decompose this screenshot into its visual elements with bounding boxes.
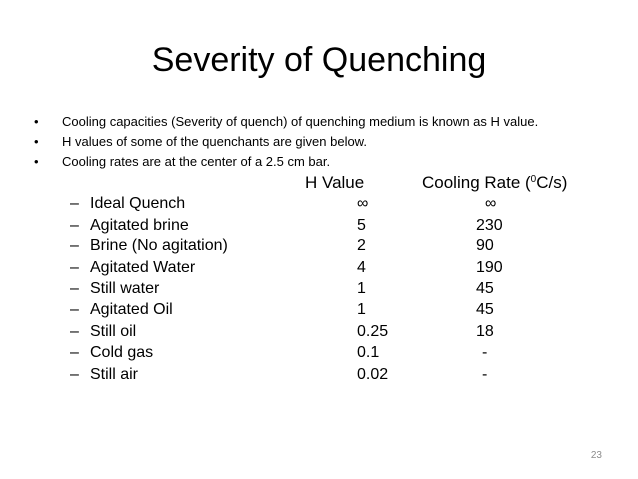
- medium-cell: Cold gas: [90, 344, 154, 361]
- h-value-cell: 2: [357, 237, 366, 254]
- bullet-marker: •: [34, 134, 39, 149]
- row-dash-marker: –: [70, 366, 79, 383]
- bullet-marker: •: [34, 154, 39, 169]
- h-value-cell: 0.25: [357, 323, 389, 340]
- h-value-cell: 4: [357, 259, 366, 276]
- cooling-rate-cell: 230: [476, 217, 503, 234]
- h-value-cell: 1: [357, 280, 366, 297]
- h-value-cell: ∞: [357, 195, 369, 212]
- medium-cell: Brine (No agitation): [90, 237, 228, 254]
- medium-cell: Still oil: [90, 323, 137, 340]
- h-value-cell: 5: [357, 217, 366, 234]
- slide-title: Severity of Quenching: [151, 41, 487, 79]
- bullet-text: H values of some of the quenchants are given below.: [62, 134, 367, 149]
- medium-cell: Still water: [90, 280, 160, 297]
- bullet-marker: •: [34, 114, 39, 129]
- h-value-cell: 1: [357, 301, 366, 318]
- medium-cell: Agitated brine: [90, 217, 189, 234]
- h-value-cell: 0.1: [357, 344, 380, 361]
- h-value-column-header: H Value: [305, 173, 365, 192]
- degree-superscript: 0: [530, 174, 537, 185]
- cooling-rate-cell: 45: [476, 280, 494, 297]
- page-number: 23: [590, 450, 602, 461]
- row-dash-marker: –: [70, 259, 79, 276]
- row-dash-marker: –: [70, 195, 79, 212]
- cooling-rate-cell: -: [482, 344, 488, 361]
- medium-cell: Ideal Quench: [90, 195, 186, 212]
- bullet-text: Cooling rates are at the center of a 2.5 cm bar.: [62, 154, 331, 169]
- row-dash-marker: –: [70, 237, 79, 254]
- medium-cell: Agitated Oil: [90, 301, 173, 318]
- cooling-rate-cell: 190: [476, 259, 503, 276]
- cooling-rate-cell: 18: [476, 323, 494, 340]
- row-dash-marker: –: [70, 217, 79, 234]
- cooling-rate-cell: 90: [476, 237, 494, 254]
- row-dash-marker: –: [70, 280, 79, 297]
- medium-cell: Still air: [90, 366, 139, 383]
- medium-cell: Agitated Water: [90, 259, 196, 276]
- h-value-cell: 0.02: [357, 366, 389, 383]
- row-dash-marker: –: [70, 323, 79, 340]
- cooling-rate-header-prefix: Cooling Rate (: [422, 173, 531, 192]
- cooling-rate-column-header: [422, 172, 567, 194]
- cooling-rate-cell: 45: [476, 301, 494, 318]
- cooling-rate-header-suffix: C/s): [536, 173, 568, 192]
- cooling-rate-cell: -: [482, 366, 488, 383]
- cooling-rate-cell: ∞: [485, 195, 497, 212]
- row-dash-marker: –: [70, 301, 79, 318]
- row-dash-marker: –: [70, 344, 79, 361]
- bullet-text: Cooling capacities (Severity of quench) of quenching medium is known as H value.: [62, 114, 539, 129]
